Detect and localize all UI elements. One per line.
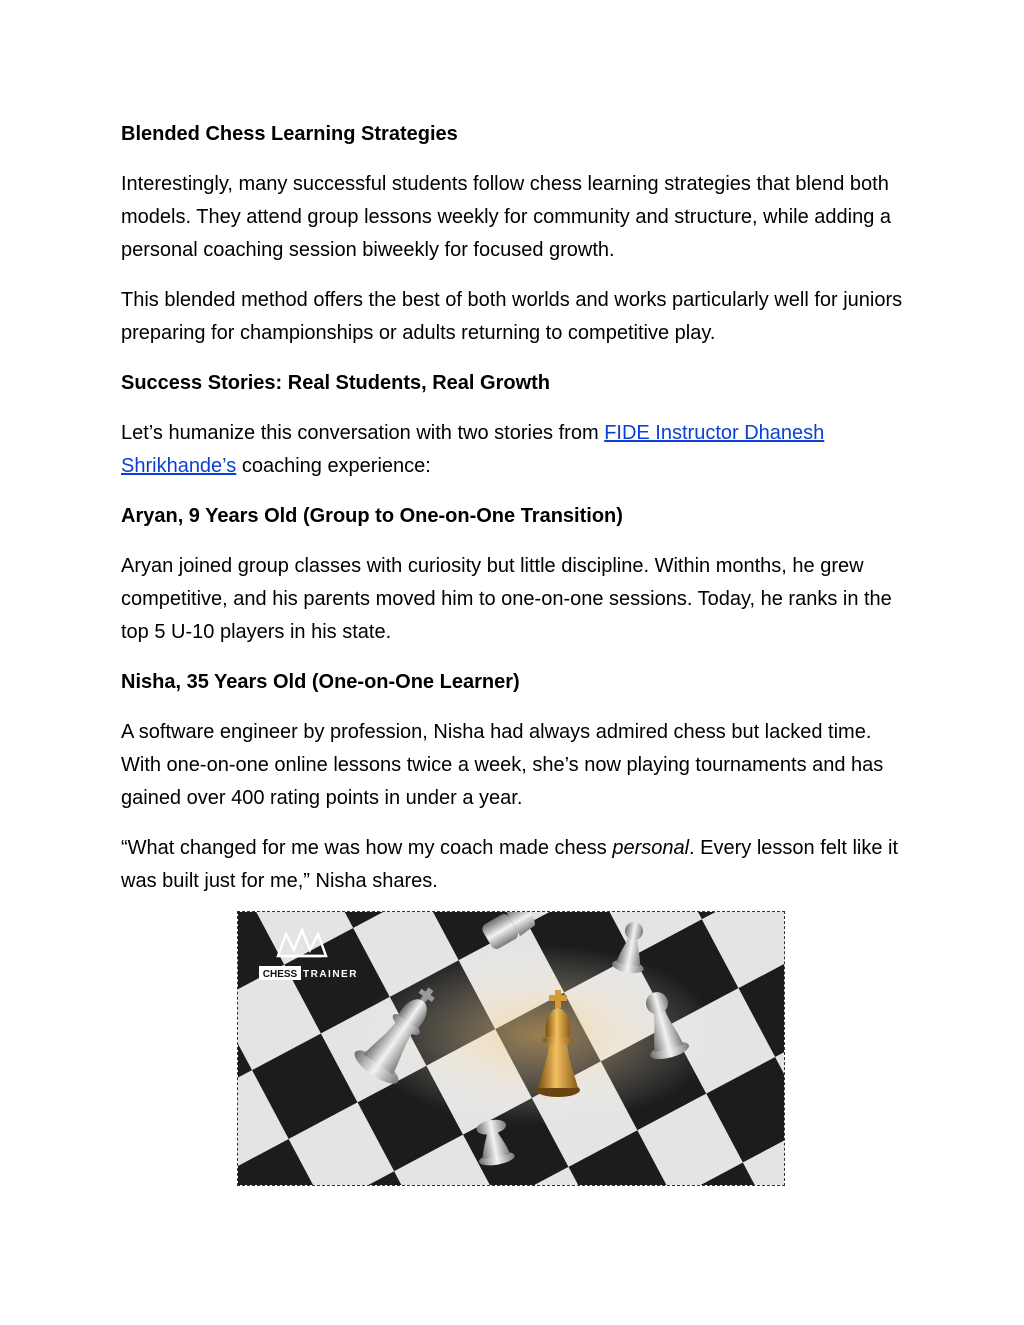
quote-text-after: . Every lesson felt like it was built just for me,” Nisha shares. [121, 837, 899, 892]
blended-paragraph-1: Interestingly, many successful students follow chess learning strategies that blend both models. They attend group lessons weekly for community and structure, while adding a personal coaching session biweekly for focused growth. [121, 173, 892, 261]
success-text-before: Let’s humanize this conversation with two stories from [121, 422, 605, 444]
nisha-heading: Nisha, 35 Years Old (One-on-One Learner) [121, 671, 520, 693]
nisha-paragraph: A software engineer by profession, Nisha had always admired chess but lacked time. With one-on-one online lessons twice a week, she’s now playing tournaments and has gained over 400 rating points in under a year. [121, 721, 884, 809]
logo-word-trainer: TRAINER [303, 969, 358, 980]
success-paragraph [121, 417, 911, 483]
success-text-after: coaching experience: [236, 455, 431, 477]
quote-text-before: “What changed for me was how my coach made chess [121, 837, 613, 859]
document-page [121, 118, 911, 915]
nisha-quote [121, 832, 911, 898]
blended-heading: Blended Chess Learning Strategies [121, 123, 458, 145]
logo-word-chess: CHESS [262, 969, 298, 980]
aryan-heading: Aryan, 9 Years Old (Group to One-on-One Transition) [121, 505, 623, 527]
quote-emphasis: personal [612, 837, 690, 859]
blended-paragraph-2: This blended method offers the best of both worlds and works particularly well for juniors preparing for championships or adults returning to competitive play. [121, 289, 903, 344]
chess-image [237, 911, 785, 1186]
chessboard-illustration [238, 912, 784, 1185]
success-heading: Success Stories: Real Students, Real Growth [121, 372, 551, 394]
aryan-paragraph: Aryan joined group classes with curiosity but little discipline. Within months, he grew competitive, and his parents moved him to one-on-one sessions. Today, he ranks in the top 5 U-10 players in his state. [121, 555, 892, 643]
fide-instructor-link[interactable]: FIDE Instructor Dhanesh Shrikhande’s [121, 422, 825, 477]
